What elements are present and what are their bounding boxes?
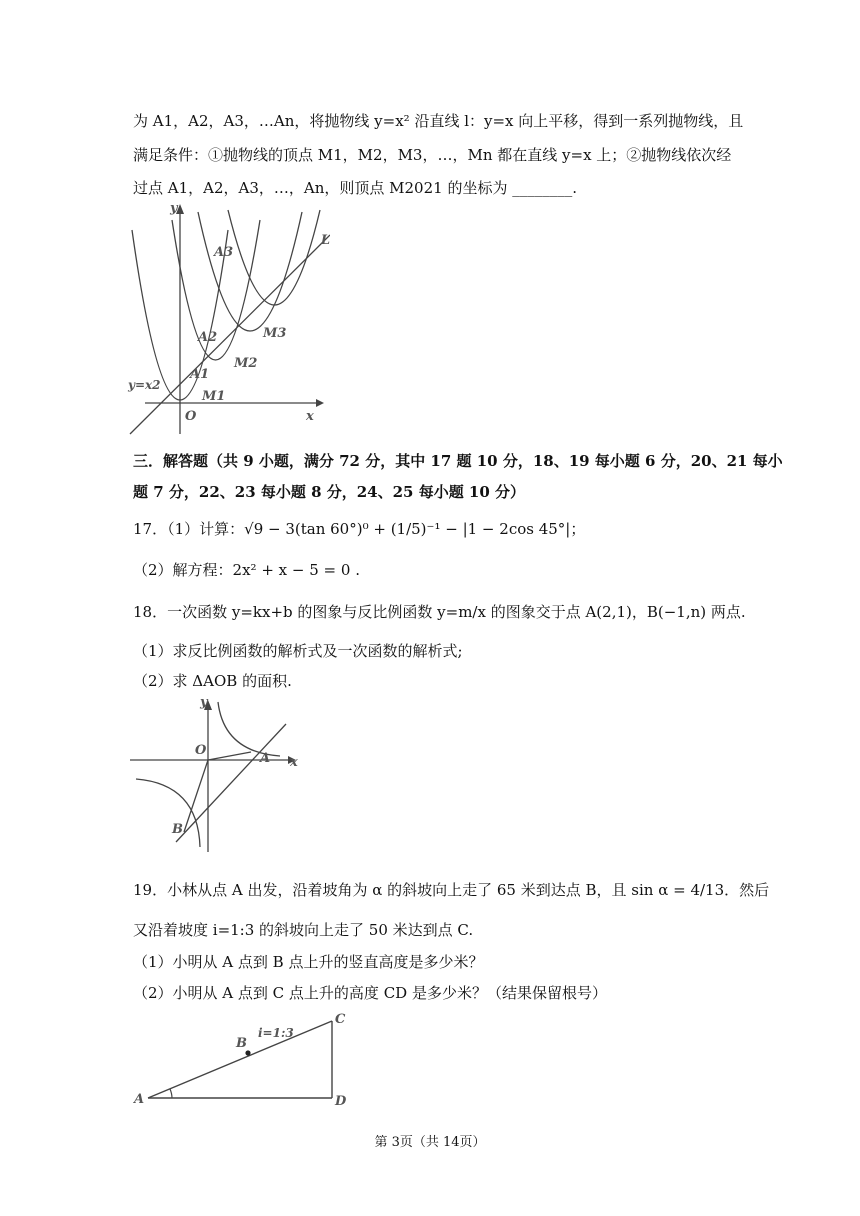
section3-line1: 三．解答题（共 9 小题，满分 72 分，其中 17 题 10 分，18、19 每小题 6 分，20、21 每小 <box>133 452 783 470</box>
fig16-label-y: y <box>170 201 178 216</box>
fig19-label-C: C <box>335 1012 346 1027</box>
p18-q2: （2）求 ΔAOB 的面积. <box>133 672 292 690</box>
p16-line1: 为 A1，A2，A3，…An，将抛物线 y=x² 沿直线 l：y=x 向上平移，得到一系列抛物线，且 <box>133 112 744 130</box>
fig18-label-x: x <box>290 755 298 770</box>
fig16-label-M1: M1 <box>202 389 226 404</box>
fig18-label-B: B <box>172 822 183 837</box>
fig16-label-A2: A2 <box>198 330 218 345</box>
fig16-label-M2: M2 <box>234 356 258 371</box>
fig16-label-yx2: y=x2 <box>128 378 161 392</box>
parabola-figure <box>120 200 330 440</box>
slope-figure <box>128 1005 358 1115</box>
p17-part1: 17．（1）计算：√9 − 3(tan 60°)⁰ + (1/5)⁻¹ − |1 − 2cos 45°|； <box>133 520 586 538</box>
fig16-label-M3: M3 <box>263 326 287 341</box>
fig18-label-y: y <box>200 695 208 710</box>
p18-q1: （1）求反比例函数的解析式及一次函数的解析式; <box>133 642 463 660</box>
fig16-label-L: L <box>320 233 330 248</box>
fig19-label-A: A <box>134 1092 145 1107</box>
p19-q1: （1）小明从 A 点到 B 点上升的竖直高度是多少米？ <box>133 953 484 971</box>
page-footer: 第 3页（共 14页） <box>374 1135 486 1150</box>
fig16-label-A3: A3 <box>214 245 234 260</box>
p18-stem: 18．一次函数 y=kx+b 的图象与反比例函数 y=m/x 的图象交于点 A(2,1)，B(−1,n) 两点. <box>133 603 746 621</box>
fig16-label-O: O <box>185 409 197 424</box>
p19-line2: 又沿着坡度 i=1:3 的斜坡向上走了 50 米达到点 C. <box>133 921 474 939</box>
p17-part2: （2）解方程：2x² + x − 5 = 0 . <box>133 561 360 579</box>
section3-line2: 题 7 分，22、23 每小题 8 分，24、25 每小题 10 分） <box>133 483 526 501</box>
p19-q2: （2）小明从 A 点到 C 点上升的高度 CD 是多少米？（结果保留根号） <box>133 984 607 1002</box>
fig19-label-D: D <box>335 1094 347 1109</box>
fig19-label-B: B <box>236 1036 247 1051</box>
fig18-label-O: O <box>195 743 207 758</box>
p16-line2: 满足条件：①抛物线的顶点 M1，M2，M3，…，Mn 都在直线 y=x 上；②抛物线依次经 <box>133 146 732 164</box>
p19-line1: 19．小林从点 A 出发，沿着坡角为 α 的斜坡向上走了 65 米到达点 B，且 sin α = 4/13．然后 <box>133 881 770 899</box>
fig18-label-A: A <box>260 751 271 766</box>
fig19-label-slope: i=1:3 <box>258 1026 294 1040</box>
hyperbola-figure <box>128 692 308 862</box>
fig16-label-x: x <box>306 409 314 424</box>
p16-line3: 过点 A1，A2，A3，…，An，则顶点 M2021 的坐标为 ________. <box>133 179 577 197</box>
fig16-label-A1: A1 <box>190 367 210 382</box>
